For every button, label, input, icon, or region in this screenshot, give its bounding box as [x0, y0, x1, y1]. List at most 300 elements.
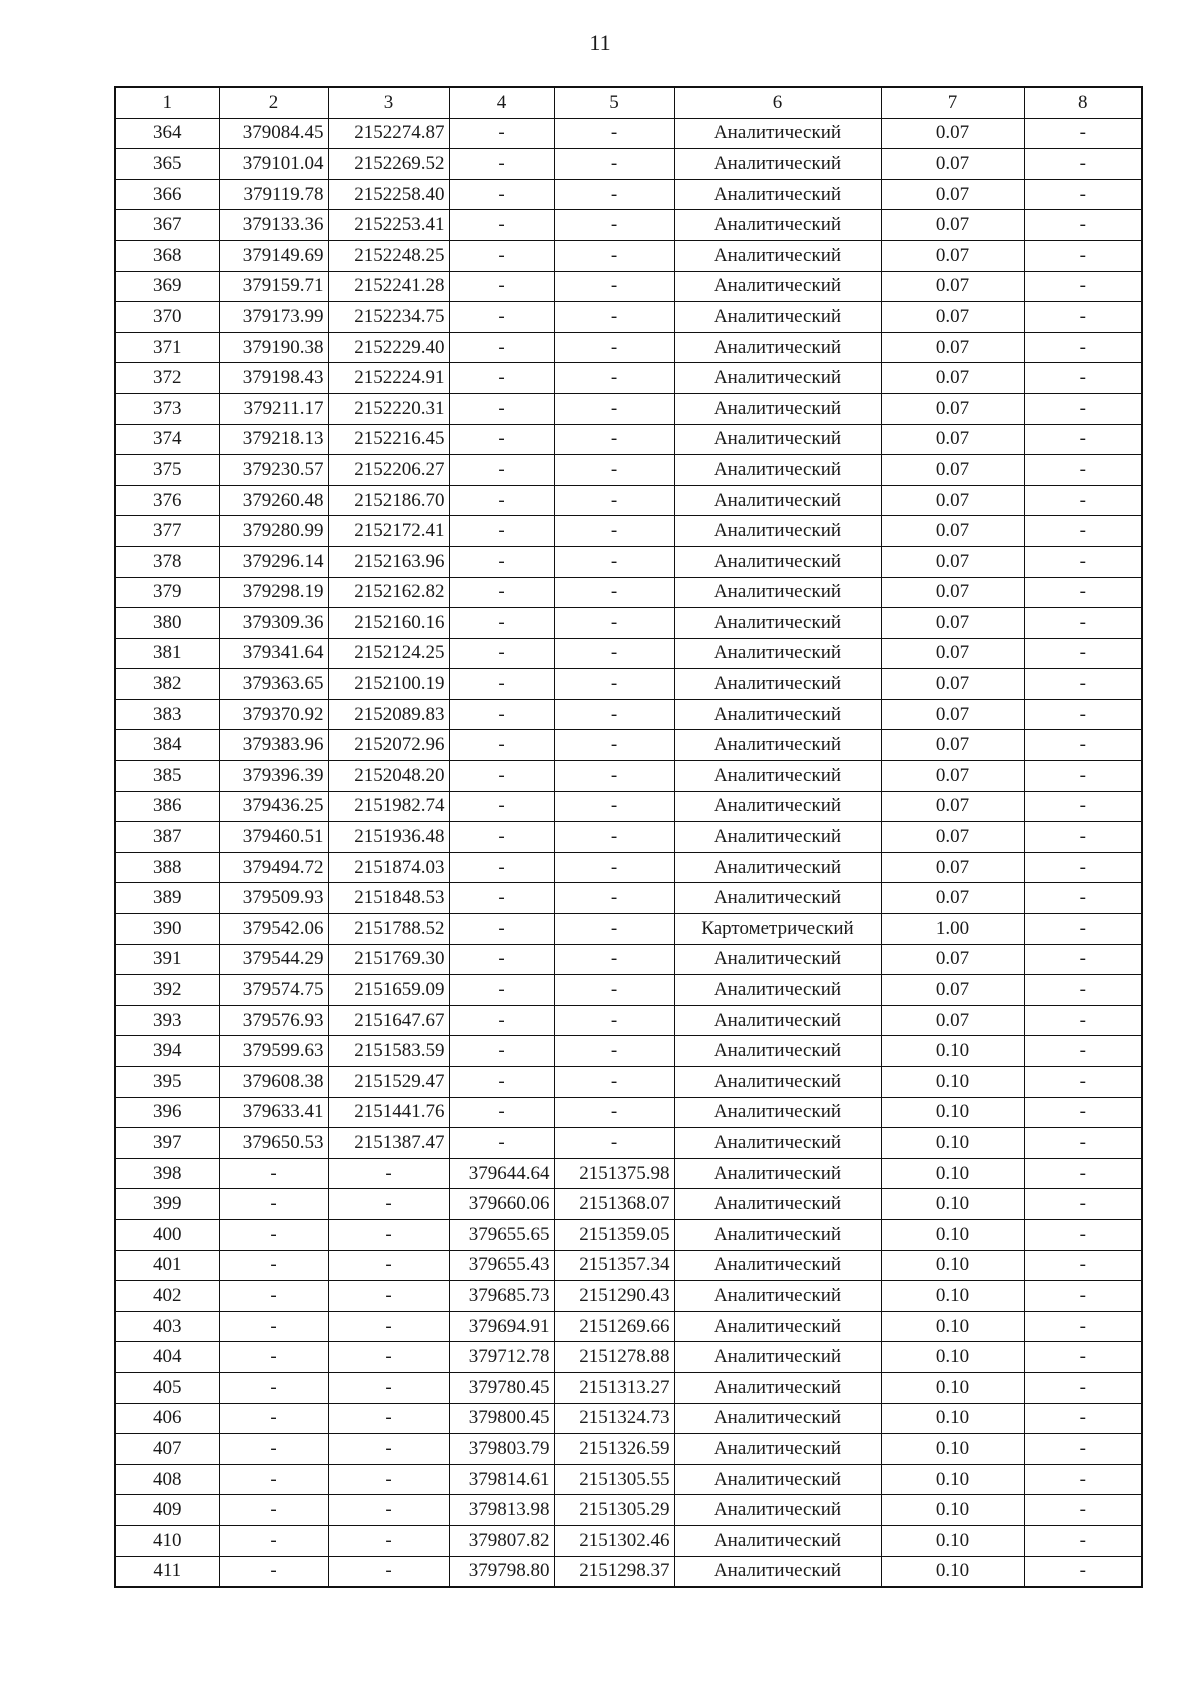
cell-method: Аналитический — [674, 516, 881, 547]
cell-description: - — [1024, 638, 1142, 669]
cell-y-new-coordinate: - — [554, 944, 674, 975]
cell-method: Аналитический — [674, 1067, 881, 1098]
table-row — [115, 424, 1142, 455]
cell-point-number: 386 — [115, 791, 219, 822]
cell-y-new-coordinate: - — [554, 883, 674, 914]
cell-method: Аналитический — [674, 1036, 881, 1067]
cell-description: - — [1024, 1219, 1142, 1250]
cell-y-coordinate: 2152100.19 — [328, 669, 449, 700]
cell-point-number: 369 — [115, 271, 219, 302]
cell-accuracy: 0.10 — [881, 1311, 1024, 1342]
cell-point-number: 398 — [115, 1158, 219, 1189]
cell-x-coordinate: 379309.36 — [219, 608, 328, 639]
cell-point-number: 394 — [115, 1036, 219, 1067]
cell-x-coordinate: 379436.25 — [219, 791, 328, 822]
cell-accuracy: 0.07 — [881, 271, 1024, 302]
header-cell-col7: 7 — [881, 87, 1024, 118]
cell-method: Аналитический — [674, 1495, 881, 1526]
cell-point-number: 365 — [115, 149, 219, 180]
cell-x-coordinate: 379296.14 — [219, 546, 328, 577]
table-row — [115, 1281, 1142, 1312]
cell-point-number: 397 — [115, 1128, 219, 1159]
cell-y-new-coordinate: 2151269.66 — [554, 1311, 674, 1342]
cell-point-number: 371 — [115, 332, 219, 363]
cell-accuracy: 0.07 — [881, 546, 1024, 577]
cell-y-coordinate: 2152089.83 — [328, 699, 449, 730]
cell-y-coordinate: 2152241.28 — [328, 271, 449, 302]
cell-point-number: 364 — [115, 118, 219, 149]
header-row — [115, 87, 1142, 118]
cell-method: Аналитический — [674, 761, 881, 792]
cell-method: Картометрический — [674, 914, 881, 945]
table-row — [115, 852, 1142, 883]
cell-description: - — [1024, 822, 1142, 853]
cell-method: Аналитический — [674, 1128, 881, 1159]
cell-y-new-coordinate: - — [554, 455, 674, 486]
cell-method: Аналитический — [674, 271, 881, 302]
cell-point-number: 405 — [115, 1372, 219, 1403]
cell-x-coordinate: - — [219, 1434, 328, 1465]
table-row — [115, 699, 1142, 730]
cell-x-new-coordinate: - — [449, 1005, 554, 1036]
cell-description: - — [1024, 1128, 1142, 1159]
cell-accuracy: 0.07 — [881, 455, 1024, 486]
cell-accuracy: 0.07 — [881, 638, 1024, 669]
cell-point-number: 395 — [115, 1067, 219, 1098]
cell-x-new-coordinate: - — [449, 638, 554, 669]
cell-y-coordinate: 2152206.27 — [328, 455, 449, 486]
cell-x-coordinate: - — [219, 1281, 328, 1312]
cell-y-new-coordinate: - — [554, 791, 674, 822]
cell-point-number: 408 — [115, 1464, 219, 1495]
cell-point-number: 406 — [115, 1403, 219, 1434]
cell-y-coordinate: 2151659.09 — [328, 975, 449, 1006]
cell-y-coordinate: 2151982.74 — [328, 791, 449, 822]
cell-y-new-coordinate: - — [554, 424, 674, 455]
cell-y-coordinate: - — [328, 1219, 449, 1250]
cell-y-coordinate: 2151529.47 — [328, 1067, 449, 1098]
cell-accuracy: 0.10 — [881, 1097, 1024, 1128]
cell-x-new-coordinate: - — [449, 944, 554, 975]
cell-x-new-coordinate: - — [449, 608, 554, 639]
cell-description: - — [1024, 179, 1142, 210]
cell-description: - — [1024, 1464, 1142, 1495]
table-row — [115, 944, 1142, 975]
cell-y-coordinate: 2151647.67 — [328, 1005, 449, 1036]
cell-x-coordinate: 379230.57 — [219, 455, 328, 486]
table-row — [115, 302, 1142, 333]
cell-y-new-coordinate: 2151290.43 — [554, 1281, 674, 1312]
cell-method: Аналитический — [674, 455, 881, 486]
cell-x-coordinate: 379173.99 — [219, 302, 328, 333]
cell-method: Аналитический — [674, 577, 881, 608]
cell-x-new-coordinate: - — [449, 1128, 554, 1159]
cell-description: - — [1024, 1189, 1142, 1220]
cell-method: Аналитический — [674, 1219, 881, 1250]
cell-y-coordinate: 2152220.31 — [328, 393, 449, 424]
cell-description: - — [1024, 393, 1142, 424]
cell-point-number: 389 — [115, 883, 219, 914]
cell-x-coordinate: 379650.53 — [219, 1128, 328, 1159]
cell-y-coordinate: - — [328, 1495, 449, 1526]
cell-description: - — [1024, 1281, 1142, 1312]
table-header — [115, 87, 1142, 118]
table-row — [115, 1342, 1142, 1373]
table-row — [115, 1250, 1142, 1281]
cell-x-new-coordinate: - — [449, 546, 554, 577]
cell-y-coordinate: 2151788.52 — [328, 914, 449, 945]
cell-y-coordinate: 2151848.53 — [328, 883, 449, 914]
cell-point-number: 374 — [115, 424, 219, 455]
cell-description: - — [1024, 363, 1142, 394]
cell-description: - — [1024, 975, 1142, 1006]
cell-x-new-coordinate: - — [449, 332, 554, 363]
header-cell-col5: 5 — [554, 87, 674, 118]
table-row — [115, 730, 1142, 761]
cell-method: Аналитический — [674, 302, 881, 333]
cell-x-new-coordinate: - — [449, 393, 554, 424]
table-row — [115, 179, 1142, 210]
cell-x-new-coordinate: - — [449, 1067, 554, 1098]
cell-method: Аналитический — [674, 1158, 881, 1189]
cell-method: Аналитический — [674, 699, 881, 730]
table-row — [115, 914, 1142, 945]
table-row — [115, 761, 1142, 792]
cell-y-new-coordinate: 2151313.27 — [554, 1372, 674, 1403]
cell-x-new-coordinate: 379685.73 — [449, 1281, 554, 1312]
cell-y-new-coordinate: - — [554, 179, 674, 210]
cell-point-number: 379 — [115, 577, 219, 608]
cell-x-coordinate: 379576.93 — [219, 1005, 328, 1036]
cell-accuracy: 0.10 — [881, 1067, 1024, 1098]
cell-description: - — [1024, 1342, 1142, 1373]
cell-x-coordinate: 379370.92 — [219, 699, 328, 730]
cell-y-new-coordinate: - — [554, 1097, 674, 1128]
cell-method: Аналитический — [674, 608, 881, 639]
cell-y-new-coordinate: - — [554, 516, 674, 547]
cell-description: - — [1024, 271, 1142, 302]
cell-x-coordinate: - — [219, 1372, 328, 1403]
table-row — [115, 393, 1142, 424]
cell-y-new-coordinate: - — [554, 761, 674, 792]
cell-y-coordinate: 2152163.96 — [328, 546, 449, 577]
cell-x-coordinate: 379119.78 — [219, 179, 328, 210]
cell-x-coordinate: - — [219, 1342, 328, 1373]
cell-accuracy: 0.07 — [881, 393, 1024, 424]
cell-description: - — [1024, 1158, 1142, 1189]
cell-description: - — [1024, 608, 1142, 639]
cell-method: Аналитический — [674, 1464, 881, 1495]
cell-accuracy: 0.07 — [881, 1005, 1024, 1036]
cell-accuracy: 0.07 — [881, 975, 1024, 1006]
cell-y-coordinate: 2152216.45 — [328, 424, 449, 455]
cell-description: - — [1024, 1372, 1142, 1403]
cell-method: Аналитический — [674, 1372, 881, 1403]
cell-x-coordinate: 379084.45 — [219, 118, 328, 149]
cell-x-new-coordinate: - — [449, 730, 554, 761]
table-row — [115, 638, 1142, 669]
cell-point-number: 387 — [115, 822, 219, 853]
coordinates-table — [114, 86, 1143, 1588]
cell-x-new-coordinate: - — [449, 914, 554, 945]
cell-point-number: 366 — [115, 179, 219, 210]
cell-point-number: 368 — [115, 240, 219, 271]
cell-method: Аналитический — [674, 424, 881, 455]
cell-y-new-coordinate: - — [554, 485, 674, 516]
cell-x-new-coordinate: 379807.82 — [449, 1525, 554, 1556]
table-row — [115, 271, 1142, 302]
cell-x-new-coordinate: - — [449, 1097, 554, 1128]
header-cell-col2: 2 — [219, 87, 328, 118]
cell-x-coordinate: 379149.69 — [219, 240, 328, 271]
table-row — [115, 546, 1142, 577]
table-row — [115, 1403, 1142, 1434]
table-row — [115, 210, 1142, 241]
cell-description: - — [1024, 883, 1142, 914]
cell-method: Аналитический — [674, 210, 881, 241]
cell-accuracy: 0.10 — [881, 1219, 1024, 1250]
cell-method: Аналитический — [674, 1097, 881, 1128]
cell-x-new-coordinate: - — [449, 485, 554, 516]
cell-description: - — [1024, 302, 1142, 333]
table-row — [115, 1097, 1142, 1128]
table-row — [115, 1128, 1142, 1159]
cell-accuracy: 0.10 — [881, 1250, 1024, 1281]
cell-x-new-coordinate: 379803.79 — [449, 1434, 554, 1465]
cell-x-coordinate: 379574.75 — [219, 975, 328, 1006]
cell-description: - — [1024, 546, 1142, 577]
cell-point-number: 400 — [115, 1219, 219, 1250]
cell-description: - — [1024, 455, 1142, 486]
cell-method: Аналитический — [674, 1281, 881, 1312]
cell-x-coordinate: 379190.38 — [219, 332, 328, 363]
cell-y-new-coordinate: - — [554, 271, 674, 302]
header-cell-col3: 3 — [328, 87, 449, 118]
cell-y-new-coordinate: - — [554, 332, 674, 363]
cell-description: - — [1024, 149, 1142, 180]
header-cell-col8: 8 — [1024, 87, 1142, 118]
cell-y-coordinate: 2151583.59 — [328, 1036, 449, 1067]
cell-y-coordinate: 2152258.40 — [328, 179, 449, 210]
cell-point-number: 373 — [115, 393, 219, 424]
cell-y-coordinate: - — [328, 1342, 449, 1373]
cell-y-coordinate: 2152253.41 — [328, 210, 449, 241]
cell-description: - — [1024, 577, 1142, 608]
cell-y-coordinate: 2152234.75 — [328, 302, 449, 333]
table-row — [115, 577, 1142, 608]
cell-x-new-coordinate: 379814.61 — [449, 1464, 554, 1495]
cell-x-new-coordinate: 379694.91 — [449, 1311, 554, 1342]
cell-y-new-coordinate: - — [554, 363, 674, 394]
cell-method: Аналитический — [674, 1005, 881, 1036]
table-row — [115, 1311, 1142, 1342]
cell-method: Аналитический — [674, 669, 881, 700]
cell-x-new-coordinate: - — [449, 577, 554, 608]
cell-x-new-coordinate: - — [449, 363, 554, 394]
cell-description: - — [1024, 1097, 1142, 1128]
table-row — [115, 1036, 1142, 1067]
cell-accuracy: 0.10 — [881, 1128, 1024, 1159]
cell-description: - — [1024, 1403, 1142, 1434]
cell-accuracy: 0.10 — [881, 1189, 1024, 1220]
cell-x-coordinate: - — [219, 1556, 328, 1587]
cell-x-coordinate: - — [219, 1158, 328, 1189]
cell-y-coordinate: 2151387.47 — [328, 1128, 449, 1159]
cell-y-coordinate: - — [328, 1250, 449, 1281]
cell-x-coordinate: - — [219, 1403, 328, 1434]
table-row — [115, 1219, 1142, 1250]
cell-x-coordinate: 379633.41 — [219, 1097, 328, 1128]
cell-x-coordinate: 379133.36 — [219, 210, 328, 241]
table-row — [115, 1189, 1142, 1220]
cell-method: Аналитический — [674, 975, 881, 1006]
cell-x-new-coordinate: - — [449, 1036, 554, 1067]
cell-y-coordinate: 2152124.25 — [328, 638, 449, 669]
cell-y-new-coordinate: 2151278.88 — [554, 1342, 674, 1373]
cell-y-coordinate: 2152224.91 — [328, 363, 449, 394]
cell-y-coordinate: 2152160.16 — [328, 608, 449, 639]
cell-point-number: 390 — [115, 914, 219, 945]
cell-y-new-coordinate: - — [554, 240, 674, 271]
cell-y-new-coordinate: - — [554, 1067, 674, 1098]
cell-x-coordinate: 379159.71 — [219, 271, 328, 302]
cell-y-new-coordinate: 2151298.37 — [554, 1556, 674, 1587]
cell-accuracy: 0.07 — [881, 669, 1024, 700]
cell-point-number: 407 — [115, 1434, 219, 1465]
cell-description: - — [1024, 485, 1142, 516]
cell-description: - — [1024, 669, 1142, 700]
cell-y-coordinate: - — [328, 1372, 449, 1403]
cell-accuracy: 0.07 — [881, 791, 1024, 822]
table-row — [115, 455, 1142, 486]
cell-point-number: 410 — [115, 1525, 219, 1556]
table-row — [115, 149, 1142, 180]
cell-description: - — [1024, 1250, 1142, 1281]
cell-accuracy: 0.10 — [881, 1158, 1024, 1189]
cell-x-new-coordinate: - — [449, 179, 554, 210]
cell-description: - — [1024, 730, 1142, 761]
cell-y-coordinate: 2152048.20 — [328, 761, 449, 792]
cell-y-coordinate: 2152186.70 — [328, 485, 449, 516]
cell-accuracy: 0.10 — [881, 1434, 1024, 1465]
cell-method: Аналитический — [674, 1556, 881, 1587]
cell-accuracy: 0.07 — [881, 577, 1024, 608]
cell-y-new-coordinate: - — [554, 149, 674, 180]
table-row — [115, 791, 1142, 822]
cell-y-new-coordinate: 2151302.46 — [554, 1525, 674, 1556]
cell-y-new-coordinate: - — [554, 975, 674, 1006]
cell-accuracy: 0.10 — [881, 1281, 1024, 1312]
cell-accuracy: 0.07 — [881, 822, 1024, 853]
cell-y-new-coordinate: 2151375.98 — [554, 1158, 674, 1189]
cell-y-coordinate: 2151874.03 — [328, 852, 449, 883]
cell-method: Аналитический — [674, 791, 881, 822]
cell-x-coordinate: 379280.99 — [219, 516, 328, 547]
cell-description: - — [1024, 1005, 1142, 1036]
cell-point-number: 391 — [115, 944, 219, 975]
cell-x-new-coordinate: 379813.98 — [449, 1495, 554, 1526]
cell-point-number: 367 — [115, 210, 219, 241]
cell-x-coordinate: 379460.51 — [219, 822, 328, 853]
cell-y-new-coordinate: - — [554, 608, 674, 639]
cell-y-new-coordinate: - — [554, 393, 674, 424]
table-row — [115, 1005, 1142, 1036]
cell-accuracy: 0.10 — [881, 1403, 1024, 1434]
cell-x-new-coordinate: - — [449, 210, 554, 241]
cell-point-number: 404 — [115, 1342, 219, 1373]
cell-point-number: 411 — [115, 1556, 219, 1587]
cell-x-new-coordinate: - — [449, 975, 554, 1006]
table-row — [115, 822, 1142, 853]
cell-accuracy: 0.07 — [881, 516, 1024, 547]
cell-point-number: 376 — [115, 485, 219, 516]
cell-point-number: 399 — [115, 1189, 219, 1220]
cell-accuracy: 0.07 — [881, 118, 1024, 149]
cell-method: Аналитический — [674, 179, 881, 210]
cell-x-coordinate: 379260.48 — [219, 485, 328, 516]
table-row — [115, 363, 1142, 394]
cell-accuracy: 0.07 — [881, 730, 1024, 761]
cell-accuracy: 0.07 — [881, 485, 1024, 516]
cell-y-coordinate: 2152269.52 — [328, 149, 449, 180]
cell-y-new-coordinate: 2151368.07 — [554, 1189, 674, 1220]
table-row — [115, 1525, 1142, 1556]
cell-y-coordinate: 2151936.48 — [328, 822, 449, 853]
cell-accuracy: 0.07 — [881, 944, 1024, 975]
cell-method: Аналитический — [674, 240, 881, 271]
cell-accuracy: 1.00 — [881, 914, 1024, 945]
cell-method: Аналитический — [674, 1250, 881, 1281]
cell-x-new-coordinate: 379712.78 — [449, 1342, 554, 1373]
table-row — [115, 1067, 1142, 1098]
table-row — [115, 1464, 1142, 1495]
cell-x-coordinate: 379101.04 — [219, 149, 328, 180]
cell-x-new-coordinate: 379660.06 — [449, 1189, 554, 1220]
cell-x-new-coordinate: - — [449, 852, 554, 883]
table-row — [115, 1434, 1142, 1465]
table-row — [115, 1556, 1142, 1587]
cell-description: - — [1024, 332, 1142, 363]
cell-point-number: 370 — [115, 302, 219, 333]
cell-y-coordinate: - — [328, 1403, 449, 1434]
cell-method: Аналитический — [674, 1189, 881, 1220]
cell-x-new-coordinate: - — [449, 271, 554, 302]
cell-y-new-coordinate: 2151324.73 — [554, 1403, 674, 1434]
cell-accuracy: 0.07 — [881, 852, 1024, 883]
cell-y-coordinate: 2152229.40 — [328, 332, 449, 363]
cell-y-coordinate: 2151441.76 — [328, 1097, 449, 1128]
header-cell-col4: 4 — [449, 87, 554, 118]
cell-x-coordinate: 379341.64 — [219, 638, 328, 669]
cell-point-number: 385 — [115, 761, 219, 792]
cell-point-number: 402 — [115, 1281, 219, 1312]
cell-point-number: 388 — [115, 852, 219, 883]
cell-description: - — [1024, 210, 1142, 241]
table-row — [115, 1158, 1142, 1189]
cell-point-number: 380 — [115, 608, 219, 639]
cell-x-coordinate: 379608.38 — [219, 1067, 328, 1098]
cell-x-coordinate: 379509.93 — [219, 883, 328, 914]
cell-method: Аналитический — [674, 822, 881, 853]
cell-x-new-coordinate: 379798.80 — [449, 1556, 554, 1587]
cell-method: Аналитический — [674, 638, 881, 669]
header-cell-col1: 1 — [115, 87, 219, 118]
cell-point-number: 372 — [115, 363, 219, 394]
cell-method: Аналитический — [674, 393, 881, 424]
cell-y-new-coordinate: - — [554, 577, 674, 608]
cell-method: Аналитический — [674, 852, 881, 883]
cell-y-coordinate: 2152172.41 — [328, 516, 449, 547]
